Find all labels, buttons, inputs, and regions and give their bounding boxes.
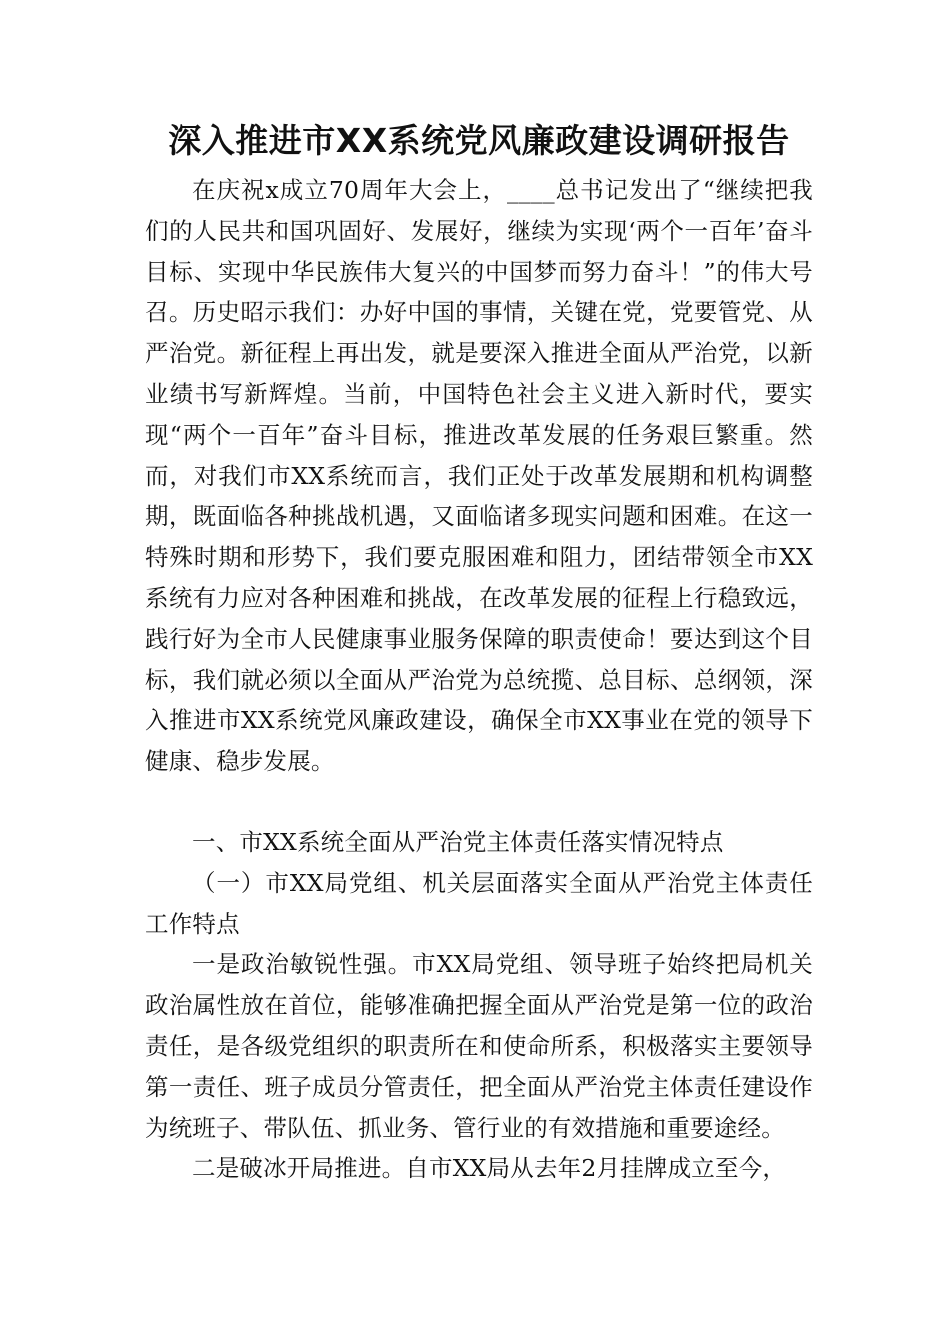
- point-paragraph-2: 二是破冰开局推进。自市XX局从去年2月挂牌成立至今，: [192, 1154, 787, 1183]
- paragraph-spacer: [145, 782, 813, 822]
- document-title: 深入推进市XX系统党风廉政建设调研报告: [168, 121, 790, 160]
- document-page: [145, 112, 813, 1189]
- subsection-heading: （一）市XX局党组、机关层面落实全面从严治党主体责任工作特点: [145, 868, 813, 938]
- intro-paragraph: 在庆祝x成立70周年大会上，____总书记发出了“继续把我们的人民共和国巩固好、发展好，继续为实现‘两个一百年’奋斗目标、实现中华民族伟大复兴的中国梦而努力奋斗！”的伟大号召。历史昭示我们：办好中国的事情，关键在党，党要管党、从严治党。新征程上再出发，就是要深入推进全面从严治党，以新业绩书写新辉煌。当前，中国特色社会主义进入新时代，要实现“两个一百年”奋斗目标，推进改革发展的任务艰巨繁重。然而，对我们市XX系统而言，我们正处于改革发展期和机构调整期，既面临各种挑战机遇，又面临诸多现实问题和困难。在这一特殊时期和形势下，我们要克服困难和阻力，团结带领全市XX系统有力应对各种困难和挑战，在改革发展的征程上行稳致远，践行好为全市人民健康事业服务保障的职责使命！要达到这个目标，我们就必须以全面从严治党为总统揽、总目标、总纲领，深入推进市XX系统党风廉政建设，确保全市XX事业在党的领导下健康、稳步发展。: [145, 176, 813, 776]
- section-heading: 一、市XX系统全面从严治党主体责任落实情况特点: [192, 827, 724, 856]
- point-paragraph-1: 一是政治敏锐性强。市XX局党组、领导班子始终把局机关政治属性放在首位，能够准确把握全面从严治党是第一位的政治责任，是各级党组织的职责所在和使命所系，积极落实主要领导第一责任、班子成员分管责任，把全面从严治党主体责任建设作为统班子、带队伍、抓业务、管行业的有效措施和重要途经。: [145, 950, 813, 1142]
